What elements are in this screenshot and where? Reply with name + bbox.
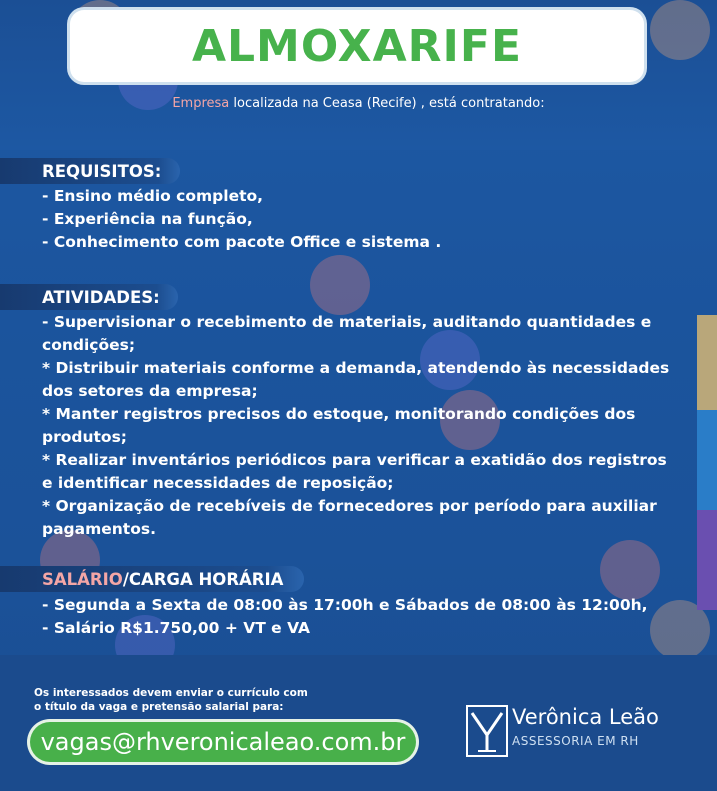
page-title: ALMOXARIFE bbox=[191, 20, 523, 72]
atividades-list bbox=[42, 311, 677, 541]
subtitle-text: localizada na Ceasa (Recife) , está contratando: bbox=[229, 96, 545, 111]
requisitos-label bbox=[0, 158, 180, 184]
atividades-label-text: ATIVIDADES: bbox=[42, 287, 160, 307]
side-strip-blue bbox=[697, 410, 717, 510]
brand-logo-icon bbox=[466, 705, 508, 757]
subtitle-highlight: Empresa bbox=[172, 96, 230, 111]
list-item: - Experiência na função, bbox=[42, 210, 253, 228]
salario-label-rest: /CARGA HORÁRIA bbox=[122, 569, 284, 589]
contact-note-line: Os interessados devem enviar o currículo com bbox=[34, 687, 308, 699]
requisitos-list bbox=[42, 185, 687, 254]
salario-label-accent: SALÁRIO bbox=[42, 569, 123, 589]
watermark-circle bbox=[600, 540, 660, 600]
requisitos-label-text: REQUISITOS: bbox=[42, 161, 162, 181]
subtitle bbox=[0, 96, 717, 111]
contact-note-line: o título da vaga e pretensão salarial para: bbox=[34, 701, 284, 713]
title-box bbox=[70, 10, 644, 82]
side-strip-purple bbox=[697, 510, 717, 610]
list-item: - Segunda a Sexta de 08:00 às 17:00h e Sábados de 08:00 às 12:00h, bbox=[42, 596, 648, 614]
list-item: - Supervisionar o recebimento de materiais, auditando quantidades e condições; bbox=[42, 313, 652, 354]
salario-list bbox=[42, 594, 687, 640]
list-item: * Organização de recebíveis de fornecedores por período para auxiliar pagamentos. bbox=[42, 497, 657, 538]
watermark-circle bbox=[650, 0, 710, 60]
list-item: - Ensino médio completo, bbox=[42, 187, 264, 205]
watermark-circle bbox=[310, 255, 370, 315]
brand-name: Verônica Leão bbox=[512, 705, 659, 729]
email-text: vagas@rhveronicaleao.com.br bbox=[40, 728, 406, 756]
salario-label bbox=[0, 566, 304, 592]
side-strip-tan bbox=[697, 315, 717, 410]
list-item: * Realizar inventários periódicos para verificar a exatidão dos registros e identificar necessidades de reposição; bbox=[42, 451, 667, 492]
brand-tagline: ASSESSORIA EM RH bbox=[512, 734, 639, 748]
email-link[interactable] bbox=[30, 722, 416, 762]
list-item: - Conhecimento com pacote Office e sistema . bbox=[42, 233, 442, 251]
atividades-label bbox=[0, 284, 178, 310]
list-item: * Manter registros precisos do estoque, monitorando condições dos produtos; bbox=[42, 405, 636, 446]
list-item: - Salário R$1.750,00 + VT e VA bbox=[42, 619, 311, 637]
contact-note bbox=[34, 686, 364, 714]
list-item: * Distribuir materiais conforme a demanda, atendendo às necessidades dos setores da empresa; bbox=[42, 359, 670, 400]
